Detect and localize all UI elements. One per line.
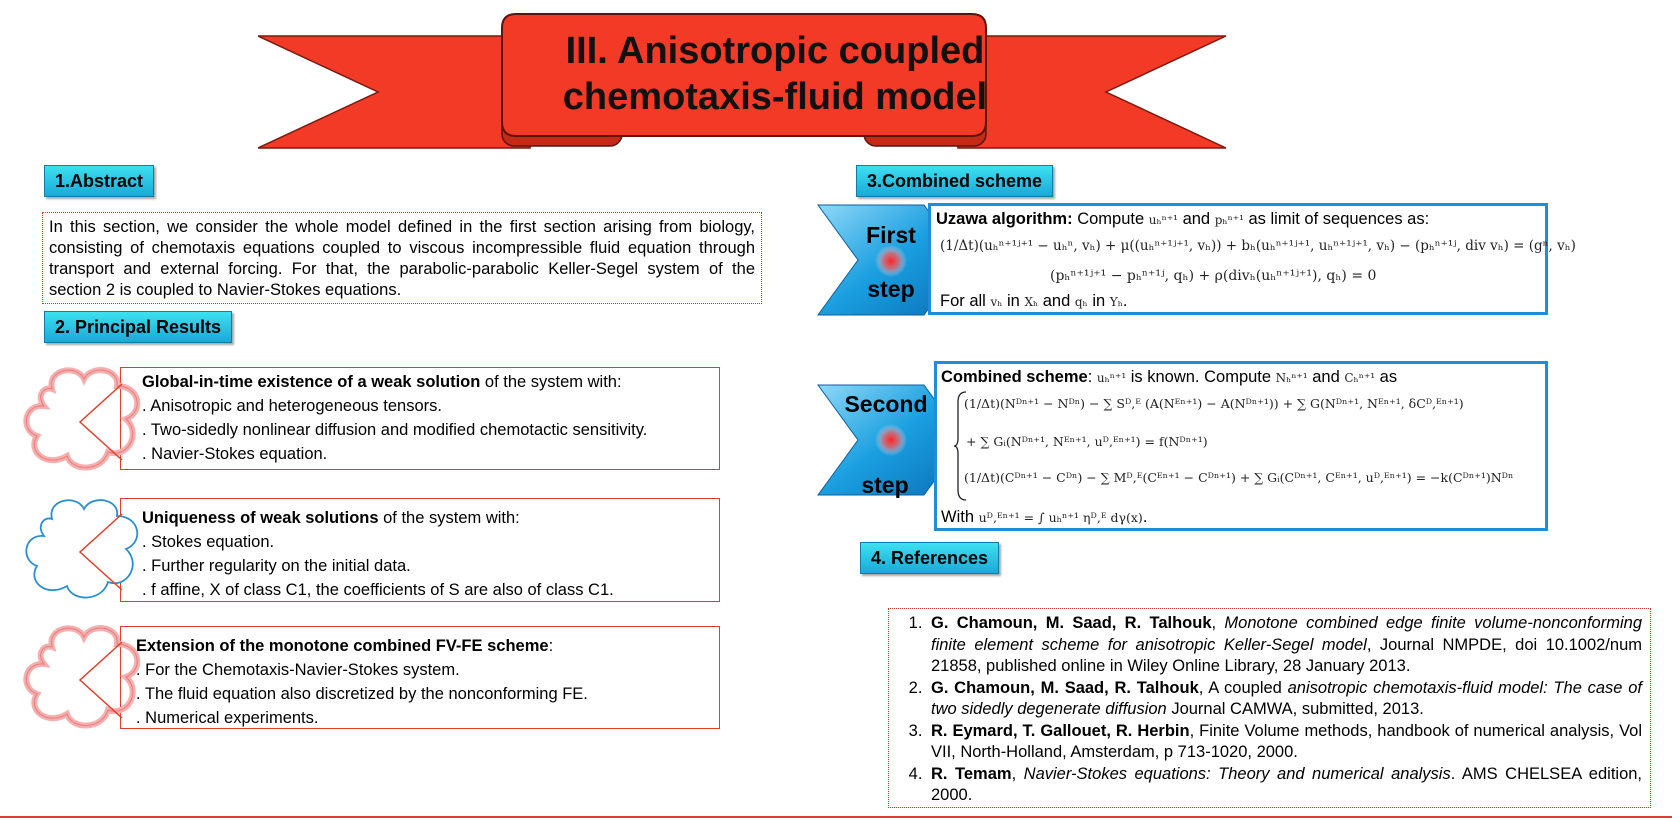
second-step-label-top: Second: [844, 391, 928, 417]
uzawa-head: Uzawa algorithm:: [936, 210, 1073, 228]
reference-sep: ,: [1011, 764, 1024, 783]
n-symbol: Nₕⁿ⁺¹: [1275, 371, 1308, 385]
combined-colon: :: [1087, 368, 1097, 386]
cloud-icon: [22, 364, 152, 474]
result-3-bullet-2: . The fluid equation also discretized by the nonconforming FE.: [136, 685, 588, 703]
uzawa-equation-2: (pₕⁿ⁺¹ʲ⁺¹ − pₕⁿ⁺¹ʲ, qₕ) + ρ(divₕ(uₕⁿ⁺¹ʲ⁺¹), qₕ) = 0: [1050, 268, 1377, 284]
reference-rest: . AMS CHELSEA edition, 2000.: [931, 764, 1643, 804]
in-text-2: in: [1087, 292, 1110, 310]
reference-authors: G. Chamoun, M. Saad, R. Talhouk: [931, 678, 1199, 697]
c-symbol: Cₕⁿ⁺¹: [1344, 371, 1376, 385]
cloud-icon: [22, 622, 152, 732]
abstract-text: In this section, we consider the whole model defined in the first section arising from biology, consisting of chemotaxis equations coupled to viscous incompressible fluid equation through transport and external forcing. For that, the parabolic-parabolic Keller-Segel system of the section 2 is coupled to Navier-Stokes equations.: [49, 218, 755, 299]
uzawa-forall: [940, 292, 1127, 311]
reference-authors: G. Chamoun, M. Saad, R. Talhouk: [931, 614, 1212, 632]
reference-rest: Finite Volume methods, handbook of numerical analysis, Vol VII, North-Holland, Amsterdam, p 713-1020, 2000.: [931, 721, 1643, 761]
result-2-head: Uniqueness of weak solutions: [142, 509, 379, 527]
result-3-text: [136, 634, 588, 730]
in-text-1: in: [1002, 292, 1025, 310]
result-3-bullet-3: . Numerical experiments.: [136, 709, 319, 727]
result-2-bullet-1: . Stokes equation.: [142, 533, 275, 551]
title-line-2: chemotaxis-fluid model: [562, 76, 988, 118]
y-space-symbol: Yₕ: [1109, 295, 1123, 309]
reference-rest: Journal CAMWA, submitted, 2013.: [1166, 700, 1424, 718]
first-step-label-top: First: [866, 222, 916, 248]
result-1-tail: of the system with:: [480, 373, 622, 391]
reference-item: [927, 678, 1642, 721]
result-1-bullet-3: . Navier-Stokes equation.: [142, 445, 328, 463]
uzawa-and: and: [1178, 210, 1215, 228]
with-text: With: [941, 508, 979, 526]
result-1-bullet-2: . Two-sidedly nonlinear diffusion and modified chemotactic sensitivity.: [142, 421, 648, 439]
second-step-label-bottom: step: [861, 472, 909, 498]
reference-item: [927, 764, 1642, 807]
reference-authors: R. Temam: [931, 764, 1012, 783]
result-3-tail: :: [548, 637, 554, 655]
scheme-equation-1: (1/Δt)(Nᴰⁿ⁺¹ − Nᴰⁿ) − ∑ Sᴰ,ᴱ (A(Nᴱⁿ⁺¹) − A(Nᴰⁿ⁺¹)) + ∑ G(Nᴰⁿ⁺¹, Nᴱⁿ⁺¹, δCᴰ,ᴱⁿ⁺¹): [964, 396, 1464, 411]
uzawa-equation-1: (1/Δt)(uₕⁿ⁺¹ʲ⁺¹ − uₕⁿ, vₕ) + μ((uₕⁿ⁺¹ʲ⁺¹, vₕ)) + bₕ(uₕⁿ⁺¹ʲ⁺¹, uₕⁿ⁺¹ʲ⁺¹, vₕ) − (pₕⁿ⁺¹ʲ, div vₕ) = (gⁿ, vₕ): [940, 238, 1576, 254]
p-symbol: pₕⁿ⁺¹: [1214, 213, 1244, 227]
title-line-1: III. Anisotropic coupled: [565, 30, 985, 72]
u-symbol: uₕⁿ⁺¹: [1148, 213, 1178, 227]
reference-sep: , A coupled: [1198, 678, 1288, 697]
combined-heading: 3.Combined scheme: [856, 165, 1053, 197]
references-heading: 4. References: [860, 542, 999, 574]
scheme-equation-3: (1/Δt)(Cᴰⁿ⁺¹ − Cᴰⁿ) − ∑ Mᴰ,ᴱ(Cᴱⁿ⁺¹ − Cᴰⁿ⁺¹) + ∑ Gᵢ(Cᴰⁿ⁺¹, Cᴱⁿ⁺¹, uᴰ,ᴱⁿ⁺¹) = −k(Cᴰⁿ⁺¹)Nᴰⁿ: [964, 470, 1514, 485]
result-2-bullet-2: . Further regularity on the initial data.: [142, 557, 411, 575]
u-symbol-2: uₕⁿ⁺¹: [1096, 371, 1127, 385]
q-symbol: qₕ: [1074, 295, 1088, 309]
reference-item: [927, 721, 1642, 764]
with-equation: uᴰ,ᴱⁿ⁺¹ = ∫ uₕⁿ⁺¹ ηᴰ,ᴱ dγ(x): [978, 510, 1143, 525]
result-2-text: [142, 506, 614, 602]
bottom-divider: [0, 816, 1672, 818]
references-box: [888, 608, 1651, 808]
result-2-tail: of the system with:: [378, 509, 520, 527]
results-heading: 2. Principal Results: [44, 311, 232, 343]
reference-list: [897, 613, 1642, 807]
combined-with: [941, 508, 1147, 527]
with-end: .: [1142, 508, 1148, 526]
uzawa-intro: [936, 210, 1429, 229]
reference-rest: , Journal NMPDE, doi 10.1002/num 21858, published online in Wiley Online Library, 28 January 2013.: [931, 635, 1642, 675]
scheme-equation-2: + ∑ Gᵢ(Nᴰⁿ⁺¹, Nᴱⁿ⁺¹, uᴰ,ᴱⁿ⁺¹) = f(Nᴰⁿ⁺¹): [966, 434, 1208, 449]
combined-and: and: [1307, 368, 1345, 386]
reference-title: Monotone combined edge finite volume-nonconforming finite element scheme for anisotropic Keller-Segel model: [931, 614, 1642, 654]
cloud-icon: [22, 494, 152, 604]
uzawa-intro-text: Compute: [1072, 210, 1149, 228]
reference-title: anisotropic chemotaxis-fluid model: The case of two sidedly degenerate diffusion: [931, 678, 1643, 718]
reference-title: Navier-Stokes equations: Theory and numerical analysis: [1023, 764, 1451, 783]
result-1-head: Global-in-time existence of a weak solution: [142, 373, 481, 391]
v-symbol: vₕ: [990, 295, 1003, 309]
uzawa-intro-end: as limit of sequences as:: [1243, 210, 1430, 228]
combined-known: is known. Compute: [1126, 368, 1276, 386]
combined-intro: [941, 368, 1397, 387]
x-space-symbol: Xₕ: [1024, 295, 1039, 309]
abstract-heading: 1.Abstract: [44, 165, 154, 197]
abstract-box: [42, 212, 762, 304]
combined-head: Combined scheme: [941, 368, 1088, 386]
and-text: and: [1038, 292, 1075, 310]
reference-authors: R. Eymard, T. Gallouet, R. Herbin: [931, 721, 1190, 740]
result-3-head: Extension of the monotone combined FV-FE scheme: [136, 637, 549, 655]
result-3-bullet-1: . For the Chemotaxis-Navier-Stokes system.: [136, 661, 460, 679]
reference-sep: ,: [1189, 721, 1200, 740]
result-1-bullet-1: . Anisotropic and heterogeneous tensors.: [142, 397, 442, 415]
result-1-text: [142, 370, 647, 466]
first-step-label-bottom: step: [867, 276, 915, 302]
combined-as: as: [1375, 368, 1398, 386]
reference-sep: ,: [1211, 614, 1225, 632]
reference-item: [927, 613, 1642, 678]
poster-title: [535, 28, 1015, 120]
result-2-bullet-3: . f affine, X of class C1, the coefficients of S are also of class C1.: [142, 581, 614, 599]
forall-end: .: [1122, 292, 1128, 310]
forall-text: For all: [940, 292, 991, 310]
